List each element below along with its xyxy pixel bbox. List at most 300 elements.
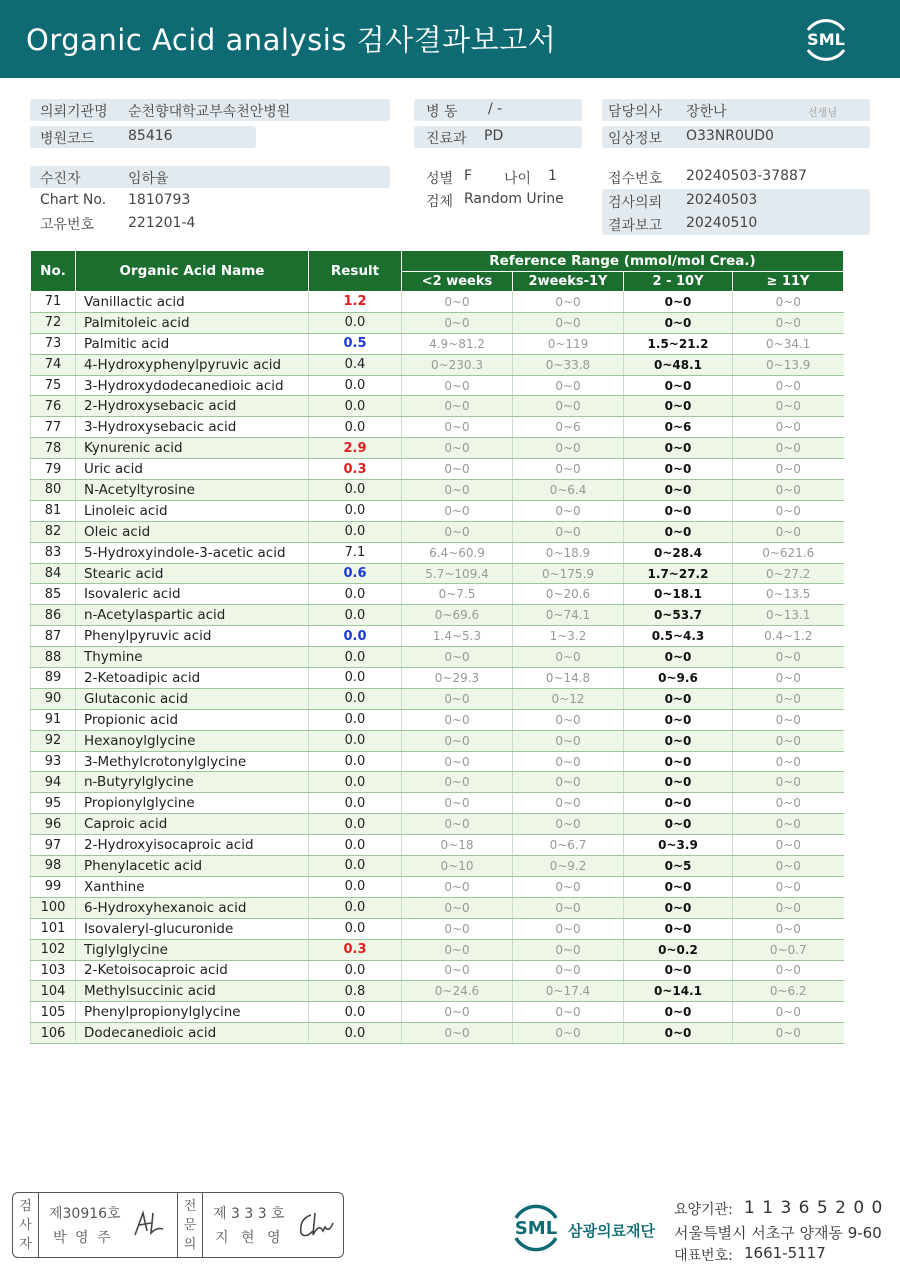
row-ref-2-10y: 0~0	[624, 960, 733, 981]
table-row	[31, 563, 844, 584]
clinical-value: O33NR0UD0	[686, 128, 774, 144]
row-ref-2w1y: 0~6.7	[513, 835, 624, 856]
row-ref-ge11y: 0~0	[733, 688, 844, 709]
row-ref-ge11y: 0~34.1	[733, 333, 844, 354]
table-row	[31, 814, 844, 835]
row-name: 6-Hydroxyhexanoic acid	[76, 897, 309, 918]
row-ref-ge11y: 0~27.2	[733, 563, 844, 584]
row-no: 100	[31, 897, 76, 918]
row-name: 4-Hydroxyphenylpyruvic acid	[76, 354, 309, 375]
row-name: 2-Ketoisocaproic acid	[76, 960, 309, 981]
table-row	[31, 668, 844, 689]
patient-name-label: 수진자	[40, 171, 81, 187]
row-no: 99	[31, 876, 76, 897]
row-result: 0.0	[309, 793, 402, 814]
col-header-ref-ge11y: ≥ 11Y	[733, 272, 844, 292]
table-row	[31, 584, 844, 605]
specialist-name: 지 현 영	[215, 1230, 285, 1246]
row-ref-ge11y: 0~0	[733, 375, 844, 396]
row-result: 0.0	[309, 960, 402, 981]
row-ref-2w1y: 0~175.9	[513, 563, 624, 584]
row-result: 0.4	[309, 354, 402, 375]
col-header-result: Result	[309, 251, 402, 292]
row-no: 74	[31, 354, 76, 375]
row-ref-lt2w: 0~18	[402, 835, 513, 856]
table-row	[31, 459, 844, 480]
row-name: Palmitic acid	[76, 333, 309, 354]
row-ref-ge11y: 0~0	[733, 918, 844, 939]
table-row	[31, 835, 844, 856]
row-result: 0.0	[309, 626, 402, 647]
row-name: Isovaleryl-glucuronide	[76, 918, 309, 939]
row-ref-2w1y: 0~6	[513, 417, 624, 438]
receipt-value: 20240503-37887	[686, 168, 807, 184]
row-ref-ge11y: 0~0	[733, 292, 844, 313]
row-ref-2-10y: 0~18.1	[624, 584, 733, 605]
table-row	[31, 626, 844, 647]
table-row	[31, 772, 844, 793]
row-ref-ge11y: 0~0	[733, 709, 844, 730]
row-ref-2w1y: 0~33.8	[513, 354, 624, 375]
row-ref-lt2w: 0~0	[402, 730, 513, 751]
table-row	[31, 480, 844, 501]
row-ref-lt2w: 0~10	[402, 856, 513, 877]
row-ref-2-10y: 0~0	[624, 375, 733, 396]
row-ref-2-10y: 0~0	[624, 688, 733, 709]
row-name: Oleic acid	[76, 521, 309, 542]
row-no: 88	[31, 647, 76, 668]
row-ref-2w1y: 0~0	[513, 939, 624, 960]
row-ref-ge11y: 0~0	[733, 897, 844, 918]
chart-no-value: 1810793	[128, 192, 191, 208]
row-ref-2-10y: 0~53.7	[624, 605, 733, 626]
row-ref-lt2w: 0~0	[402, 312, 513, 333]
row-name: 2-Hydroxysebacic acid	[76, 396, 309, 417]
row-ref-ge11y: 0~13.9	[733, 354, 844, 375]
table-row	[31, 396, 844, 417]
row-ref-lt2w: 0~0	[402, 814, 513, 835]
row-no: 71	[31, 292, 76, 313]
row-ref-2w1y: 0~0	[513, 751, 624, 772]
row-ref-ge11y: 0~0	[733, 772, 844, 793]
report-title: Organic Acid analysis 검사결과보고서	[26, 23, 557, 57]
phone-value: 1661-5117	[744, 1244, 826, 1262]
doctor-value: 장한나	[686, 104, 727, 120]
row-result: 0.0	[309, 584, 402, 605]
unique-no-value: 221201-4	[128, 215, 196, 231]
signature-box	[12, 1192, 344, 1258]
row-result: 0.5	[309, 333, 402, 354]
row-name: N-Acetyltyrosine	[76, 480, 309, 501]
row-no: 85	[31, 584, 76, 605]
row-no: 94	[31, 772, 76, 793]
address: 서울특별시 서초구 양재동 9-60	[674, 1224, 882, 1242]
row-ref-2-10y: 0~0	[624, 1023, 733, 1044]
request-value: 20240503	[686, 192, 758, 208]
table-row	[31, 292, 844, 313]
institution-label: 의뢰기관명	[40, 104, 108, 120]
row-name: Linoleic acid	[76, 500, 309, 521]
table-row	[31, 312, 844, 333]
row-name: Kynurenic acid	[76, 438, 309, 459]
row-ref-lt2w: 0~0	[402, 521, 513, 542]
row-ref-2w1y: 0~0	[513, 960, 624, 981]
report-header	[0, 0, 900, 78]
row-ref-lt2w: 0~0	[402, 396, 513, 417]
table-row	[31, 793, 844, 814]
table-row	[31, 1023, 844, 1044]
row-result: 0.0	[309, 730, 402, 751]
row-ref-ge11y: 0~0	[733, 856, 844, 877]
row-ref-2-10y: 0~0	[624, 1002, 733, 1023]
row-name: Palmitoleic acid	[76, 312, 309, 333]
examiner-name: 박 영 주	[53, 1230, 113, 1246]
age-value: 1	[548, 168, 557, 184]
row-name: Propionic acid	[76, 709, 309, 730]
row-ref-lt2w: 1.4~5.3	[402, 626, 513, 647]
row-name: 5-Hydroxyindole-3-acetic acid	[76, 542, 309, 563]
row-result: 2.9	[309, 438, 402, 459]
row-ref-lt2w: 5.7~109.4	[402, 563, 513, 584]
row-name: Methylsuccinic acid	[76, 981, 309, 1002]
row-no: 89	[31, 668, 76, 689]
row-no: 76	[31, 396, 76, 417]
table-row	[31, 730, 844, 751]
row-ref-2-10y: 0~9.6	[624, 668, 733, 689]
row-ref-lt2w: 0~0	[402, 751, 513, 772]
row-result: 0.0	[309, 521, 402, 542]
specialist-label: 전문의	[177, 1193, 203, 1257]
row-no: 102	[31, 939, 76, 960]
row-ref-2-10y: 1.5~21.2	[624, 333, 733, 354]
row-result: 0.3	[309, 939, 402, 960]
row-no: 105	[31, 1002, 76, 1023]
row-name: Isovaleric acid	[76, 584, 309, 605]
age-label: 나이	[504, 171, 532, 187]
row-ref-2w1y: 0~0	[513, 1002, 624, 1023]
row-ref-lt2w: 0~0	[402, 960, 513, 981]
row-result: 0.0	[309, 312, 402, 333]
table-row	[31, 605, 844, 626]
row-ref-ge11y: 0~0	[733, 960, 844, 981]
row-ref-ge11y: 0~0	[733, 814, 844, 835]
row-ref-ge11y: 0~0	[733, 500, 844, 521]
row-ref-ge11y: 0~0	[733, 647, 844, 668]
col-header-ref-lt2w: <2 weeks	[402, 272, 513, 292]
row-ref-ge11y: 0~621.6	[733, 542, 844, 563]
row-ref-2w1y: 0~0	[513, 918, 624, 939]
row-name: 3-Methylcrotonylglycine	[76, 751, 309, 772]
row-ref-2w1y: 0~14.8	[513, 668, 624, 689]
row-ref-lt2w: 0~0	[402, 438, 513, 459]
row-result: 0.6	[309, 563, 402, 584]
col-header-reference: Reference Range (mmol/mol Crea.)	[402, 251, 844, 272]
row-name: Phenylacetic acid	[76, 856, 309, 877]
table-row	[31, 876, 844, 897]
row-name: n-Acetylaspartic acid	[76, 605, 309, 626]
row-result: 1.2	[309, 292, 402, 313]
row-no: 103	[31, 960, 76, 981]
row-no: 92	[31, 730, 76, 751]
row-result: 0.0	[309, 709, 402, 730]
row-name: Propionylglycine	[76, 793, 309, 814]
row-ref-lt2w: 0~0	[402, 772, 513, 793]
specialist-signature-icon	[295, 1209, 337, 1241]
row-ref-lt2w: 0~0	[402, 709, 513, 730]
row-ref-ge11y: 0~6.2	[733, 981, 844, 1002]
report-date-value: 20240510	[686, 215, 758, 231]
row-ref-lt2w: 0~230.3	[402, 354, 513, 375]
row-name: Vanillactic acid	[76, 292, 309, 313]
row-ref-lt2w: 0~0	[402, 939, 513, 960]
row-name: Glutaconic acid	[76, 688, 309, 709]
row-ref-lt2w: 0~0	[402, 1002, 513, 1023]
row-ref-2w1y: 0~20.6	[513, 584, 624, 605]
row-ref-2w1y: 1~3.2	[513, 626, 624, 647]
row-ref-2w1y: 0~0	[513, 814, 624, 835]
institution-code-value: 1 1 3 6 5 2 0 0	[744, 1198, 884, 1218]
row-ref-lt2w: 0~29.3	[402, 668, 513, 689]
row-result: 0.3	[309, 459, 402, 480]
row-ref-2-10y: 0~0	[624, 918, 733, 939]
row-ref-2w1y: 0~74.1	[513, 605, 624, 626]
row-ref-ge11y: 0~0	[733, 459, 844, 480]
row-result: 0.0	[309, 1023, 402, 1044]
row-ref-2-10y: 0~28.4	[624, 542, 733, 563]
table-row	[31, 981, 844, 1002]
row-result: 0.0	[309, 751, 402, 772]
hospital-code-label: 병원코드	[40, 131, 95, 147]
row-ref-ge11y: 0~0	[733, 480, 844, 501]
row-ref-2w1y: 0~0	[513, 772, 624, 793]
table-row	[31, 521, 844, 542]
row-result: 0.0	[309, 605, 402, 626]
row-ref-lt2w: 0~0	[402, 459, 513, 480]
row-name: Phenylpyruvic acid	[76, 626, 309, 647]
row-name: Dodecanedioic acid	[76, 1023, 309, 1044]
doctor-label: 담당의사	[608, 104, 663, 120]
specimen-value: Random Urine	[464, 191, 564, 207]
table-row	[31, 647, 844, 668]
row-no: 104	[31, 981, 76, 1002]
row-no: 72	[31, 312, 76, 333]
table-row	[31, 375, 844, 396]
row-ref-ge11y: 0~0	[733, 1023, 844, 1044]
row-result: 0.0	[309, 897, 402, 918]
row-no: 93	[31, 751, 76, 772]
institution-value: 순천향대학교부속천안병원	[128, 104, 291, 120]
row-ref-2-10y: 0~0	[624, 876, 733, 897]
row-ref-2w1y: 0~6.4	[513, 480, 624, 501]
row-ref-ge11y: 0~0	[733, 521, 844, 542]
results-table	[30, 250, 844, 1044]
row-ref-ge11y: 0~0	[733, 396, 844, 417]
row-ref-2-10y: 0~0	[624, 793, 733, 814]
clinical-label: 임상정보	[608, 131, 663, 147]
table-row	[31, 333, 844, 354]
table-row	[31, 417, 844, 438]
row-ref-ge11y: 0~0.7	[733, 939, 844, 960]
row-ref-2-10y: 0~5	[624, 856, 733, 877]
row-result: 0.0	[309, 500, 402, 521]
row-ref-ge11y: 0~0	[733, 668, 844, 689]
row-name: Phenylpropionylglycine	[76, 1002, 309, 1023]
sml-footer-logo-icon	[508, 1200, 564, 1256]
org-name: 삼광의료재단	[568, 1222, 655, 1240]
table-row	[31, 438, 844, 459]
row-ref-2-10y: 0~0	[624, 709, 733, 730]
row-ref-2w1y: 0~0	[513, 730, 624, 751]
row-result: 0.0	[309, 417, 402, 438]
row-no: 84	[31, 563, 76, 584]
row-name: Stearic acid	[76, 563, 309, 584]
table-row	[31, 500, 844, 521]
row-name: Caproic acid	[76, 814, 309, 835]
row-ref-2-10y: 0~0	[624, 814, 733, 835]
row-ref-lt2w: 0~0	[402, 647, 513, 668]
row-ref-ge11y: 0~0	[733, 835, 844, 856]
col-header-name: Organic Acid Name	[76, 251, 309, 292]
specialist-cert: 제 3 3 3 호	[213, 1206, 285, 1222]
ward-value: / -	[488, 101, 503, 117]
row-ref-lt2w: 0~24.6	[402, 981, 513, 1002]
row-no: 91	[31, 709, 76, 730]
row-no: 82	[31, 521, 76, 542]
row-ref-ge11y: 0.4~1.2	[733, 626, 844, 647]
row-ref-2w1y: 0~0	[513, 897, 624, 918]
row-ref-lt2w: 0~0	[402, 897, 513, 918]
row-no: 77	[31, 417, 76, 438]
row-ref-2-10y: 0~48.1	[624, 354, 733, 375]
row-no: 98	[31, 856, 76, 877]
row-result: 0.0	[309, 396, 402, 417]
row-ref-2-10y: 0~0	[624, 897, 733, 918]
row-ref-2-10y: 0~0	[624, 772, 733, 793]
col-header-no: No.	[31, 251, 76, 292]
row-ref-ge11y: 0~0	[733, 730, 844, 751]
sex-value: F	[464, 168, 473, 184]
row-no: 96	[31, 814, 76, 835]
dept-label: 진료과	[426, 131, 467, 147]
row-ref-2w1y: 0~0	[513, 793, 624, 814]
table-row	[31, 709, 844, 730]
row-ref-lt2w: 0~7.5	[402, 584, 513, 605]
row-name: Thymine	[76, 647, 309, 668]
row-no: 101	[31, 918, 76, 939]
sex-label: 성별	[426, 171, 454, 187]
row-ref-2-10y: 0~0	[624, 459, 733, 480]
row-ref-2-10y: 0~0	[624, 521, 733, 542]
row-ref-2-10y: 0~0	[624, 312, 733, 333]
row-ref-ge11y: 0~13.5	[733, 584, 844, 605]
examiner-cert: 제30916호	[49, 1206, 121, 1222]
row-ref-lt2w: 0~0	[402, 480, 513, 501]
table-row	[31, 688, 844, 709]
row-name: Xanthine	[76, 876, 309, 897]
row-ref-lt2w: 0~0	[402, 375, 513, 396]
col-header-ref-2-10y: 2 - 10Y	[624, 272, 733, 292]
dept-value: PD	[484, 128, 504, 144]
row-no: 106	[31, 1023, 76, 1044]
row-ref-lt2w: 0~69.6	[402, 605, 513, 626]
row-no: 81	[31, 500, 76, 521]
request-label: 검사의뢰	[608, 195, 663, 211]
hospital-code-value: 85416	[128, 128, 173, 144]
row-ref-ge11y: 0~0	[733, 876, 844, 897]
row-ref-lt2w: 0~0	[402, 793, 513, 814]
row-ref-lt2w: 0~0	[402, 918, 513, 939]
table-row	[31, 354, 844, 375]
row-name: n-Butyrylglycine	[76, 772, 309, 793]
institution-code-label: 요양기관:	[674, 1202, 733, 1218]
row-ref-2-10y: 1.7~27.2	[624, 563, 733, 584]
table-row	[31, 856, 844, 877]
table-row	[31, 939, 844, 960]
phone-label: 대표번호:	[674, 1248, 733, 1264]
row-ref-2w1y: 0~17.4	[513, 981, 624, 1002]
table-row	[31, 1002, 844, 1023]
row-ref-lt2w: 0~0	[402, 1023, 513, 1044]
row-ref-ge11y: 0~13.1	[733, 605, 844, 626]
ward-label: 병 동	[426, 104, 458, 120]
row-no: 80	[31, 480, 76, 501]
row-ref-2-10y: 0~14.1	[624, 981, 733, 1002]
row-name: 2-Ketoadipic acid	[76, 668, 309, 689]
row-ref-lt2w: 0~0	[402, 500, 513, 521]
row-ref-2-10y: 0~0	[624, 480, 733, 501]
row-ref-ge11y: 0~0	[733, 312, 844, 333]
row-ref-2w1y: 0~119	[513, 333, 624, 354]
row-ref-2-10y: 0~3.9	[624, 835, 733, 856]
row-ref-2-10y: 0~0	[624, 438, 733, 459]
row-ref-2w1y: 0~0	[513, 876, 624, 897]
examiner-signature-icon	[129, 1207, 169, 1241]
row-result: 0.0	[309, 480, 402, 501]
row-ref-2w1y: 0~0	[513, 396, 624, 417]
table-row	[31, 751, 844, 772]
row-no: 78	[31, 438, 76, 459]
row-name: Hexanoylglycine	[76, 730, 309, 751]
row-result: 0.0	[309, 668, 402, 689]
row-no: 79	[31, 459, 76, 480]
row-ref-2-10y: 0~0	[624, 730, 733, 751]
row-name: Uric acid	[76, 459, 309, 480]
row-result: 0.0	[309, 375, 402, 396]
row-ref-lt2w: 4.9~81.2	[402, 333, 513, 354]
row-result: 0.0	[309, 688, 402, 709]
col-header-ref-2w1y: 2weeks-1Y	[513, 272, 624, 292]
report-date-label: 결과보고	[608, 218, 663, 234]
row-ref-lt2w: 0~0	[402, 417, 513, 438]
row-no: 73	[31, 333, 76, 354]
row-result: 0.0	[309, 835, 402, 856]
row-ref-2w1y: 0~0	[513, 438, 624, 459]
row-no: 83	[31, 542, 76, 563]
row-ref-2w1y: 0~18.9	[513, 542, 624, 563]
row-result: 0.8	[309, 981, 402, 1002]
row-ref-lt2w: 0~0	[402, 876, 513, 897]
sml-logo-icon	[800, 14, 852, 66]
chart-no-label: Chart No.	[40, 192, 107, 208]
table-row	[31, 918, 844, 939]
row-ref-ge11y: 0~0	[733, 1002, 844, 1023]
svg-text:SML: SML	[807, 30, 845, 49]
row-ref-ge11y: 0~0	[733, 438, 844, 459]
row-ref-2w1y: 0~0	[513, 500, 624, 521]
unique-no-label: 고유번호	[40, 217, 95, 233]
row-ref-2-10y: 0~0	[624, 647, 733, 668]
row-result: 0.0	[309, 814, 402, 835]
